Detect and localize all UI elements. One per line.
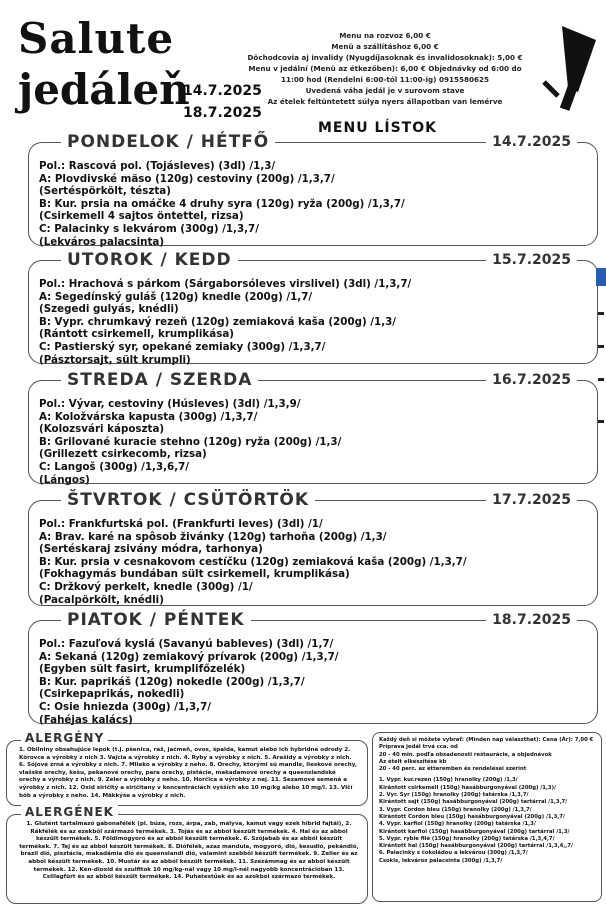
soup-line: Pol.: Frankfurtská pol. (Frankfurti leves) (3dl) /1/ [39,518,323,530]
meal-line: A: Sekaná (120g) zemiakový prívarok (200g) /1,3,7/ [39,650,339,663]
specials-header-line: 20 - 40 perc. az étteremben és rendelései szerint [379,766,527,773]
meal-line: A: Plovdivské mäso (120g) cestoviny (200g) /1,3,7/ [39,172,335,185]
specials-item: 2. Vyr. Syr (150g) hranolky (200g) tatárska /1,3,7/ [379,792,529,799]
day-name: UTOROK / KEDD [61,249,238,271]
specials-item: 6. Palacinky s čokoládou a lekvárou (300g) /1,3,7/ [379,850,528,857]
meal-line: A: Brav. karé na spôsob živánky (120g) tarhoňa (200g) /1,3/ [39,530,387,543]
allergens-sk-title: ALERGÉNY [21,731,108,745]
meal-line: A: Segedínský guláš (120g) knedle (200g) /1,7/ [39,290,313,303]
day-box-wednesday [28,370,598,486]
meal-line: (Pacalpörkölt, knédli) [39,593,164,606]
edge-mark [598,312,604,315]
specials-item: 3. Vypr. Cordon bleu (150g) hranolky (200g) /1,3,7/ [379,806,532,813]
soup-line: Pol.: Fazuľová kyslá (Savanyú bableves) (3dl) /1,7/ [39,638,334,650]
info-line: Uvedená váha jedál je v surovom stave [305,86,465,95]
specials-header-line: Príprava jedál trvá cca. od [379,744,458,751]
day-box-tuesday [28,250,598,366]
meal-line: (Pásztorsajt, sült krumpli) [39,353,191,366]
specials-item: Csokis, lekváros palacsinta (300g) /1,3,7/ [379,857,503,864]
allergens-hu-box [6,805,368,904]
edge-mark [598,420,604,423]
info-line: Menu na rozvoz 6,00 € [339,31,431,40]
day-box-thursday [28,490,598,606]
day-date: 16.7.2025 [486,369,577,391]
day-name: PIATOK / PÉNTEK [61,609,251,631]
edge-mark [598,378,604,381]
meal-line: B: Grilované kuracie stehno (120g) ryža (200g) /1,3/ [39,435,342,448]
meal-line: (Fahéjas kalács) [39,713,133,726]
meal-line: B: Kur. prsia v cesnakovom cestíčku (120g) zemiaková kaša (200g) /1,3,7/ [39,555,467,568]
day-name: PONDELOK / HÉTFŐ [61,131,275,153]
info-line: Menu v jedální (Menü az étkezőben): 6,00 € Objednávky od 6:00 do [248,64,522,73]
day-box-monday [28,132,598,248]
logo-line-1: Salute [18,14,175,63]
soup-line: Pol.: Rascová pol. (Tojásleves) (3dl) /1,3/ [39,160,276,172]
allergens-sk-box [6,731,368,806]
specials-item: 1. Vypr. kur.rezen (150g) hranolky (200g) /1,3/ [379,777,518,784]
specials-item: Kirántott csirkemell (150g) hasábburgonyával (200g) /1,3)/ [379,784,556,791]
meal-line: C: Osie hniezda (300g) /1,3,7/ [39,700,212,713]
specials-item: Kirántott karfiol (150g) hasábburgonyával (200g) tartárral /1,3/ [379,828,570,835]
edge-tab [596,268,606,286]
specials-header-line: Az ételt elkészítése kb [379,758,447,765]
allergens-sk-text: 1. Obilniny obsahujúce lepok (t.j. pšenica, raž, jačmeň, ovos, špalda, kamut alebo ich hybridné odrody 2. Kôrovce a výrobky z nich 3. Vajcia a výrobky z nich. 4. Ryby a výrobky z nich. 5. Arašidy a výrobky z nich. 6. Sójové zrná a výrobky z nich. 7. Mlieko a výrobky z neho. 8. Orechy, ktorými sú mandle, lieskové orechy, vlašské orechy, kešu, pekanové orechy, para orechy, pistácie, makadamové orechy a queenslandské orechy a výrobky z nich. 9. Zeler a výrobky z neho. 10. Horčica a výrobky z nej. 11. Sezamové semená a výrobky z nich. 12. Oxid siričitý a siričitany v koncentráciách vyšších ako 10 mg/kg alebo 10 mg/l. 13. Vlčí bôb a výrobky z neho. 14. Mäkkýše a výrobky z nich. [19,747,358,799]
meal-line: C: Pastierský syr, opekané zemiaky (300g) /1,3,7/ [39,340,326,353]
day-date: 14.7.2025 [486,131,577,153]
meal-line: (Csirkepaprikás, nokedli) [39,688,185,701]
date-from: 14.7.2025 [183,83,262,99]
specials-item: Kirántott Cordon bleu (150g) hasábburgonyával (200g) /1,3,7/ [379,813,565,820]
meal-line: (Egyben sült fasirt, krumplifőzelék) [39,663,246,676]
soup-line: Pol.: Vývar, cestoviny (Húsleves) (3dl) /1,3,9/ [39,398,301,410]
meal-line: (Lángos) [39,473,90,486]
price-info [240,30,530,107]
meal-line: (Sertéskaraj zsivány módra, tarhonya) [39,543,263,556]
specials-item: Kirántott sajt (150g) hasábburgonyával (200g) tartárral /1,3,7/ [379,799,568,806]
date-to: 18.7.2025 [183,105,262,121]
info-line: 11:00 hod (Rendelni 6:00-tól 11:00-ig) 0915580625 [281,75,489,84]
meal-line: (Rántott csirkemell, krumplikása) [39,328,234,341]
knife-icon [536,22,606,112]
meal-line: (Fokhagymás bundában sült csirkemell, krumplikása) [39,568,350,581]
day-box-friday [28,610,598,726]
meal-line: B: Kur. paprikáš (120g) nokedle (200g) /1,3,7/ [39,675,305,688]
meal-line: (Csirkemell 4 sajtos öntettel, rizsa) [39,210,244,223]
meal-line: (Lekváros palacsinta) [39,235,165,248]
restaurant-logo [18,14,190,114]
allergens-hu-title: ALERGÉNEK [21,805,118,819]
allergens-hu-text: 1. Glutént tartalmazó gabonafélék (pl. búza, rozs, árpa, zab, mályva, kamut vagy ezek hibrid fajtái), 2. Rákfélék és az ezekből származó termékek. 3. Tojás és az abból készült termékek. 4. Hal és az abból készült termékek. 5. Földimogyoró és az abból készült termékek. 6. Szójabab és az abból készült termékek. 7. Tej és az abból készült termékek. 8. Diófélék, azaz mandula, mogyoró, dió, kesudió, pekándió, brazil dió, pisztácia, makadámia dió és queenslandi dió, valamint szebből készült termékek. 9. Zeller és az abból készült termékek. 10. Mustár és az abból készült termékek. 11. Szezámmag és az abból készült termékek. 12. Kén-dioxid és szulfitok 10 mg/kg-nál vagy 10 mg/l-nél nagyobb koncentrációban 13. Csillagfürt és az abból készült termékek. 14. Puhatestűek és az azokból származó termékek. [19,821,359,881]
meal-line: (Szegedi gulyás, knédli) [39,303,179,316]
info-line: Az ételek feltüntetett súlya nyers állapotban van lemérve [267,97,503,106]
edge-mark [598,345,604,348]
meal-line: C: Držkový perkelt, knedle (300g) /1/ [39,580,253,593]
meal-line: A: Koložvárska kapusta (300g) /1,3,7/ [39,410,258,423]
specials-item: Kirántott hal (150g) hasábburgonyával (200g) tartárral /1,3,4,,7/ [379,843,573,850]
meal-line: B: Kur. prsia na omáčke 4 druhy syra (120g) ryža (200g) /1,3,7/ [39,197,405,210]
meal-line: (Kolozsvári káposzta) [39,423,165,436]
soup-line: Pol.: Hrachová s párkom (Sárgaborsóleves virslivel) (3dl) /1,3,7/ [39,278,412,290]
meal-line: C: Palacinky s lekvárom (300g) /1,3,7/ [39,222,259,235]
day-date: 15.7.2025 [486,249,577,271]
day-date: 18.7.2025 [486,609,577,631]
meal-line: (Grillezett csirkecomb, rizsa) [39,448,207,461]
info-line: Dôchodcovia aj invalidy (Nyugdíjasoknak és invalidosoknak): 5,00 € [247,53,523,62]
specials-header-line: Každý deň si môžete vybrať: (Minden nap választhat): Cena (Ár): 7,00 € [379,737,594,743]
specials-item: 5. Vypr. rybie filé (150g) hranolky (200g) tatárska /1,3,4,7/ [379,835,555,842]
info-line: Menü a szállításhoz 6,00 € [331,42,439,51]
logo-line-2: jedáleň [18,65,190,114]
day-name: ŠTVRTOK / CSÜTÖRTÖK [61,489,315,511]
menu-title: MENU LÍSTOK [318,120,437,136]
meal-line: C: Langoš (300g) /1,3,6,7/ [39,460,190,473]
daily-specials-box [372,732,602,902]
meal-line: B: Vypr. chrumkavý rezeň (120g) zemiaková kaša (200g) /1,3/ [39,315,397,328]
meal-line: (Sertéspörkölt, tészta) [39,185,171,198]
day-date: 17.7.2025 [486,489,577,511]
specials-header-line: 20 - 40 min. podľa obsadenosti reštaurácie, a objednávok [379,751,552,758]
day-name: STREDA / SZERDA [61,369,258,391]
specials-item: 4. Vypr. karfiol (150g) hranolky (200g) tatárska /1,3/ [379,821,536,828]
